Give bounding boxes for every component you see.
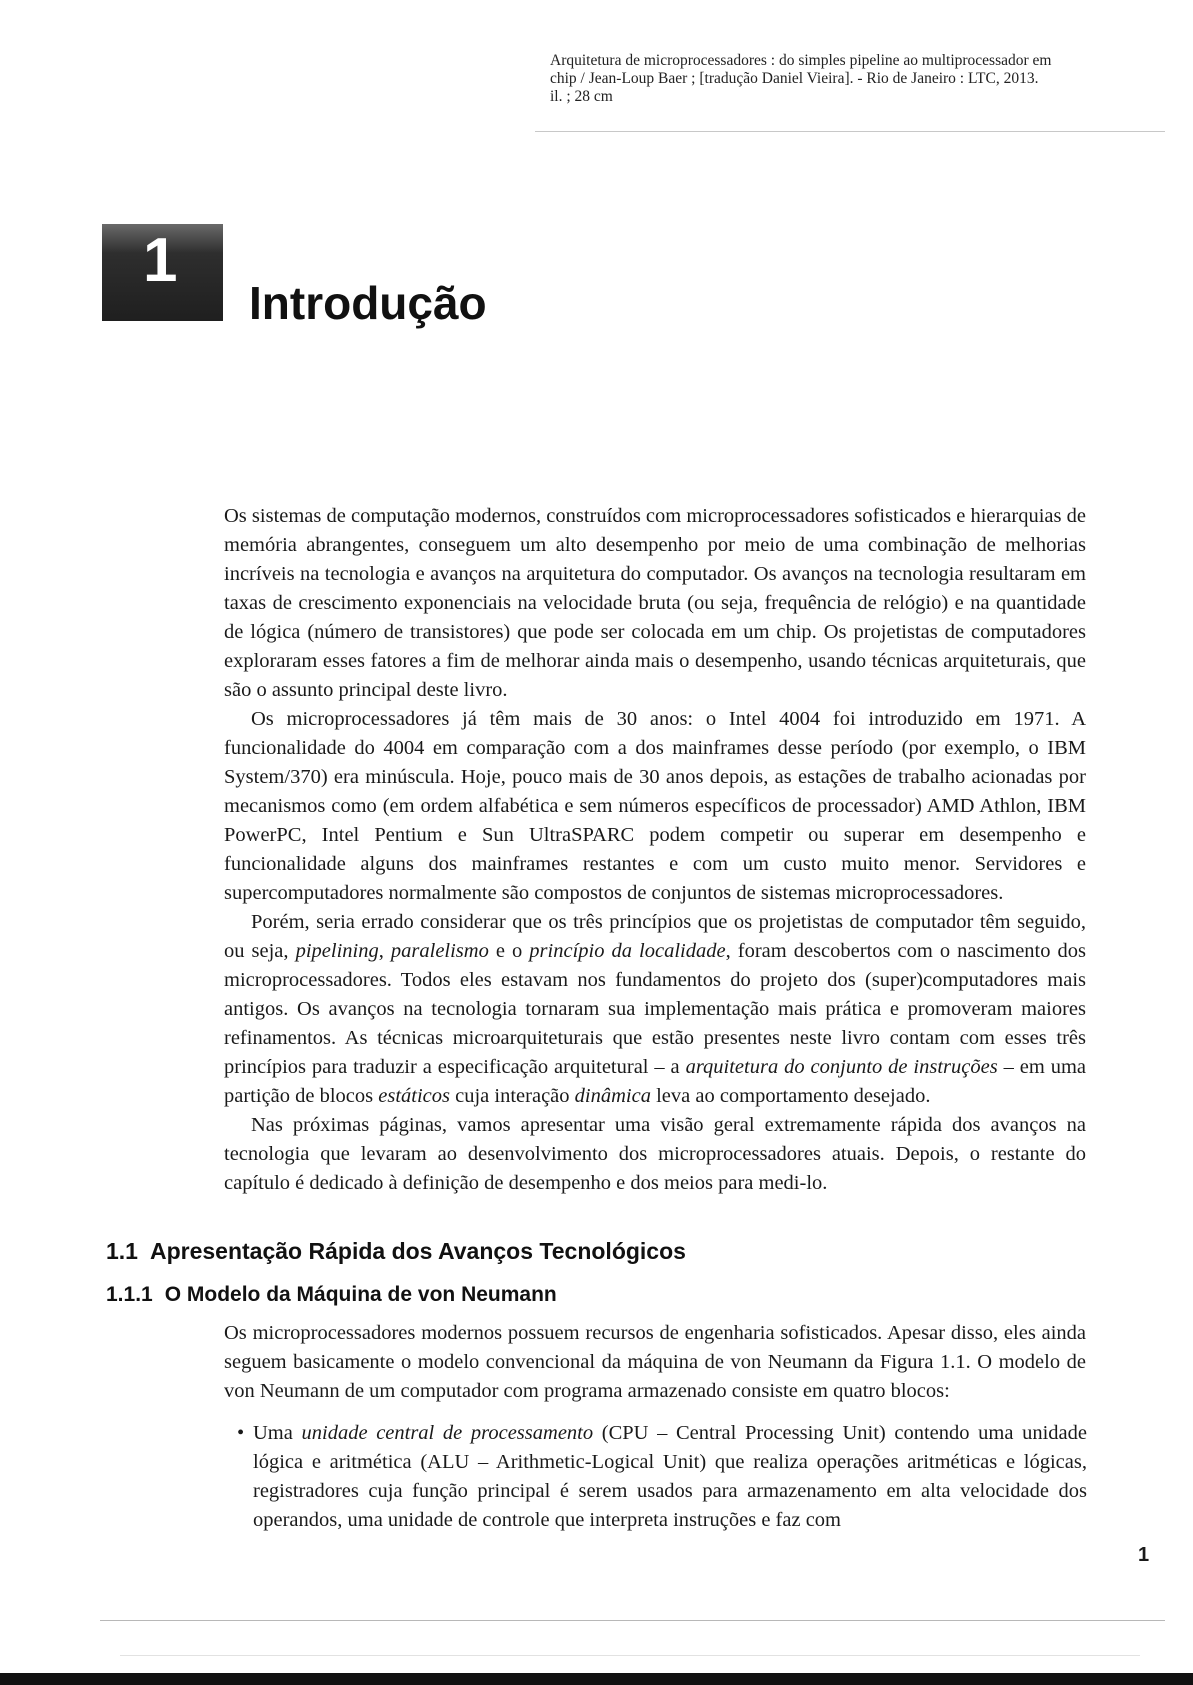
intro-paragraph-1: Os sistemas de computação modernos, construídos com microprocessadores sofisticados e hierarquias de memória abrangentes, conseguem um alto desempenho por meio de uma combinação de melhorias incríveis na tecnologia e avanços na arquitetura do computador. Os avanços na tecnologia resultaram em taxas de crescimento exponenciais na velocidade bruta (ou seja, frequência de relógio) e na quantidade de lógica (número de transistores) que pode ser colocada em um chip. Os projetistas de computadores exploraram esses fatores a fim de melhorar ainda mais o desempenho, usando técnicas arquiteturais, que são o assunto principal deste livro.	[224, 505, 1086, 701]
catalog-citation	[550, 52, 1170, 106]
subsection-heading	[106, 1282, 557, 1308]
citation-line: Arquitetura de microprocessadores : do simples pipeline ao multiprocessador em	[550, 52, 1052, 69]
page-number: 1	[1138, 1544, 1150, 1566]
footer-rule-faint	[120, 1655, 1140, 1656]
intro-paragraph-4: Nas próximas páginas, vamos apresentar uma visão geral extremamente rápida dos avanços na tecnologia que levaram ao desenvolvimento dos microprocessadores atuais. Depois, o restante do capítulo é dedicado à definição de desempenho e dos meios para medi-lo.	[224, 1114, 1086, 1194]
citation-line: il. ; 28 cm	[550, 88, 613, 105]
intro-paragraph-2: Os microprocessadores já têm mais de 30 anos: o Intel 4004 foi introduzido em 1971. A funcionalidade do 4004 em comparação com a dos mainframes desse período (por exemplo, o IBM System/370) era minúscula. Hoje, pouco mais de 30 anos depois, as estações de trabalho acionadas por mecanismos como (em ordem alfabética e sem números específicos de processador) AMD Athlon, IBM PowerPC, Intel Pentium e Sun UltraSPARC podem competir ou superar em desempenho e funcionalidade alguns dos mainframes restantes e com um custo muito menor. Servidores e supercomputadores normalmente são compostos de conjuntos de sistemas microprocessadores.	[224, 708, 1086, 904]
list-item-text: Uma unidade central de processamento (CPU – Central Processing Unit) contendo uma unidade lógica e aritmética (ALU – Arithmetic-Logical Unit) que realiza operações aritméticas e lógicas, registradores cuja função principal é serem usados para armazenamento em alta velocidade dos operandos, uma unidade de controle que interpreta instruções e faz com	[253, 1422, 1087, 1531]
subsection-paragraph-1: Os microprocessadores modernos possuem recursos de engenharia sofisticados. Apesar disso, eles ainda seguem basicamente o modelo convencional da máquina de von Neumann da Figura 1.1. O modelo de von Neumann de um computador com programa armazenado consiste em quatro blocos:	[224, 1322, 1086, 1402]
section-title: Apresentação Rápida dos Avanços Tecnológicos	[149, 1238, 686, 1264]
scan-edge	[0, 1673, 1193, 1685]
section-heading	[106, 1237, 686, 1265]
intro-text	[224, 502, 1086, 1198]
subsection-number: 1.1.1	[106, 1283, 153, 1306]
list-item	[237, 1419, 1087, 1535]
header-rule	[535, 131, 1165, 132]
chapter-title: Introdução	[249, 277, 487, 329]
chapter-number: 1	[143, 226, 178, 295]
bullet-icon: •	[237, 1422, 245, 1444]
intro-paragraph-3: Porém, seria errado considerar que os três princípios que os projetistas de computador têm seguido, ou seja, pipelining, paralelismo e o princípio da localidade, foram descobertos com o nascimento dos microprocessadores. Todos eles estavam nos fundamentos do projeto dos (super)computadores mais antigos. Os avanços na tecnologia tornaram sua implementação mais prática e promoveram maiores refinamentos. As técnicas microarquiteturais que estão presentes neste livro contam com esses três princípios para traduzir a especificação arquitetural – a arquitetura do conjunto de instruções – em uma partição de blocos estáticos cuja interação dinâmica leva ao comportamento desejado.	[224, 911, 1087, 1107]
footer-rule	[100, 1620, 1165, 1621]
subsection-text	[224, 1319, 1086, 1406]
section-number: 1.1	[106, 1238, 138, 1264]
citation-line: chip / Jean-Loup Baer ; [tradução Daniel Vieira]. - Rio de Janeiro : LTC, 2013.	[550, 70, 1039, 87]
subsection-title: O Modelo da Máquina de von Neumann	[164, 1283, 557, 1306]
